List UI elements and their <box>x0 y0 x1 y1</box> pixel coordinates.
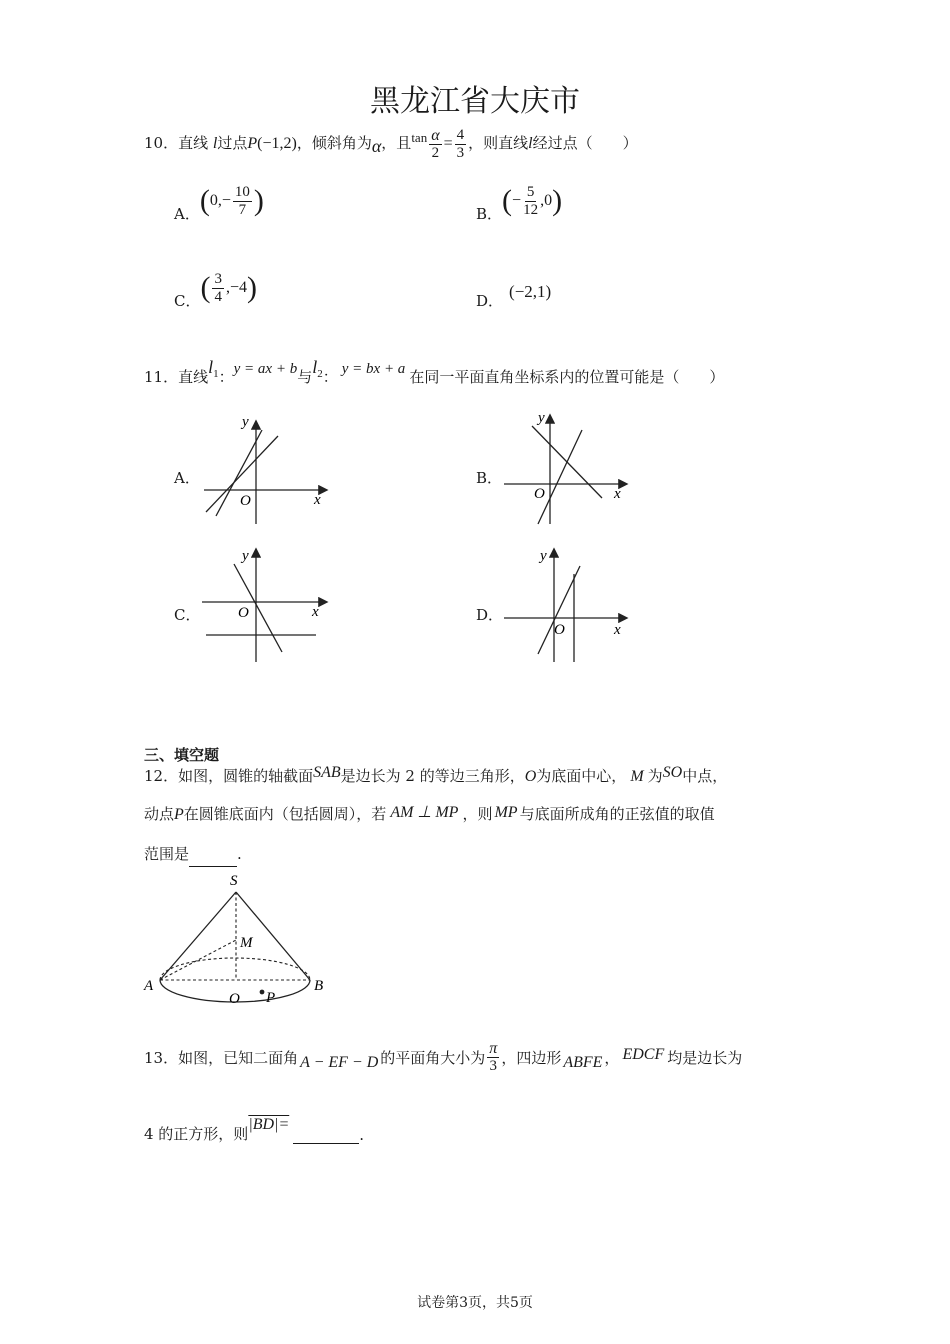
label-m: M <box>240 935 253 951</box>
q10-number: 10． <box>144 134 179 152</box>
point-p <box>260 990 265 995</box>
line-l2 <box>538 430 582 524</box>
x-label: x <box>614 622 621 638</box>
segment-am <box>160 940 236 980</box>
y-label: y <box>242 548 249 564</box>
question-10: 10．直线 l过点P(−1,2)，倾斜角为α，且tan $\frac{\alpha}{2}$ = $\frac{4}{3}$ ，则直线l经过点（ ） <box>144 126 638 161</box>
answer-blank-12[interactable] <box>189 842 237 867</box>
y-label: y <box>242 414 249 430</box>
label-o: O <box>229 991 240 1007</box>
label-p: P <box>266 990 276 1006</box>
x-label: x <box>614 486 621 502</box>
question-12-line-1: 12．如图，圆锥的轴截面SAB是边长为 2 的等边三角形，O为底面中心， M 为SO中点， <box>144 764 728 785</box>
q10-frac-alpha: $\frac{\alpha}{2}$ <box>431 126 440 161</box>
q13-frac-pi-3: $\frac{\pi}{3}$ <box>489 1039 498 1074</box>
question-12-line-2: 动点P在圆锥底面内（包括圆周），若 AM ⊥ MP ，则 MP 与底面所成角的正弦值的取值 <box>144 804 715 823</box>
q11-graph-a <box>198 408 338 528</box>
q10-frac-4-3: $\frac{4}{3}$ <box>456 126 465 161</box>
slant-sa <box>160 892 236 980</box>
origin-label: O <box>554 622 565 638</box>
q11-graph-d <box>498 546 638 666</box>
x-label: x <box>314 492 321 508</box>
vector-bd: |BD|= <box>248 1116 290 1133</box>
q11-graph-c <box>198 546 338 666</box>
question-13-line-2: 4 的正方形，则 |BD|= . <box>144 1116 365 1144</box>
answer-blank-13[interactable] <box>293 1125 359 1144</box>
q10-option-c[interactable]: C． ( $\frac{3}{4}$ ,−4 ) <box>174 270 258 310</box>
q11-number: 11． <box>144 368 179 386</box>
q11-option-c[interactable]: C． <box>174 606 201 624</box>
section-title: 三、填空题 <box>144 746 220 764</box>
q10-option-a[interactable]: A． ( 0,− $\frac{10}{7}$ ) <box>174 183 264 223</box>
q10-option-b[interactable]: B． ( − $\frac{5}{12}$ ,0 ) <box>476 183 563 223</box>
q10-option-d[interactable]: D． (−2,1) <box>476 282 552 310</box>
question-13-line-1: 13．如图，已知二面角 A − EF − D 的平面角大小为 $\frac{\pi}{3}$ ，四边形 ABFE ， EDCF 均是边长为 <box>144 1039 743 1074</box>
q11-option-b[interactable]: B． <box>476 469 503 487</box>
label-a: A <box>144 978 154 994</box>
line-l2 <box>216 430 262 516</box>
page-title: 黑龙江省大庆市 <box>370 84 580 119</box>
origin-label: O <box>240 493 251 509</box>
x-label: x <box>312 604 319 620</box>
cone-figure <box>140 868 340 1010</box>
q11-graph-b <box>498 408 638 528</box>
origin-label: O <box>534 486 545 502</box>
question-11: 11．直线$l^1$：y = ax + b与$l^2$： y = bx + a 在同一平面直角坐标系内的位置可能是（ ） <box>144 357 725 386</box>
base-back <box>160 958 310 980</box>
page-footer: 试卷第3页，共5页 <box>417 1295 533 1311</box>
origin-label: O <box>238 605 249 621</box>
label-s: S <box>230 873 238 889</box>
y-label: y <box>538 410 545 426</box>
question-12-line-3: 范围是 . <box>144 842 242 867</box>
label-b: B <box>314 978 324 994</box>
q11-option-d[interactable]: D． <box>476 606 504 624</box>
y-label: y <box>540 548 547 564</box>
q11-option-a[interactable]: A． <box>174 469 200 487</box>
